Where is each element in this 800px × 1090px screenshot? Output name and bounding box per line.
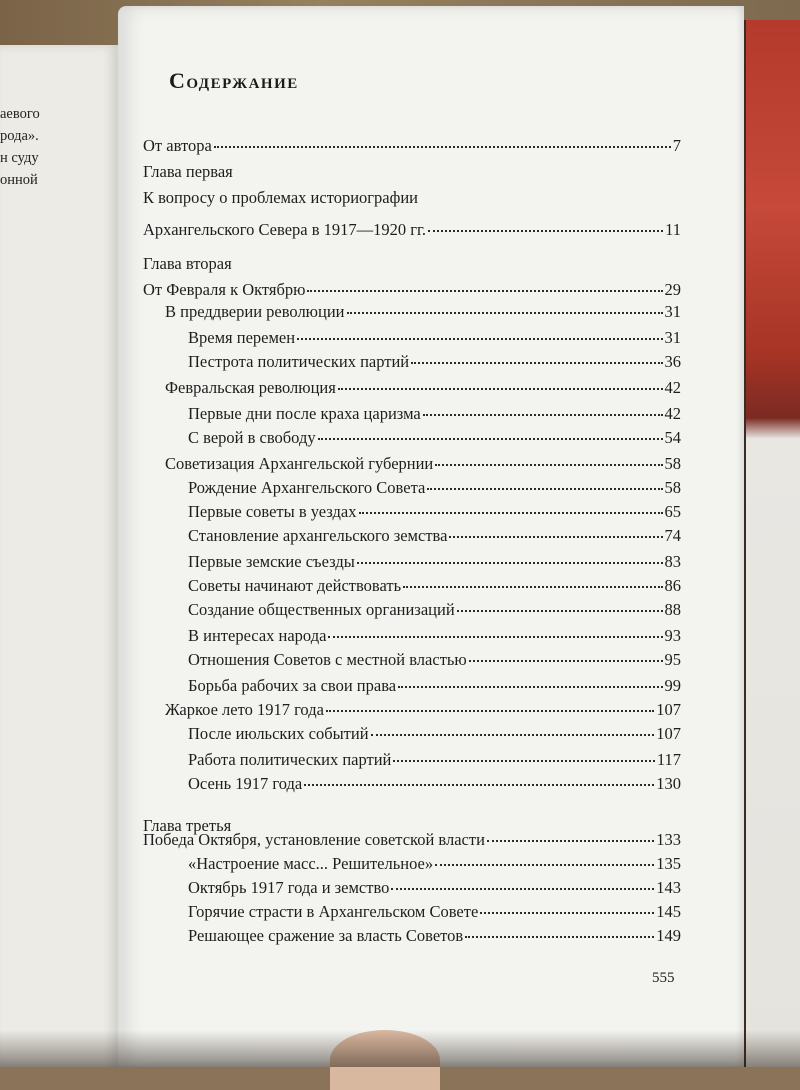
toc-entry xyxy=(188,576,681,598)
toc-leader-dots xyxy=(480,911,654,914)
toc-entry-title: Отношения Советов с местной властью xyxy=(188,650,467,669)
toc-leader-dots xyxy=(371,733,655,736)
toc-entry-page: 86 xyxy=(664,576,681,595)
toc-leader-dots xyxy=(326,709,654,712)
chapter-label: Глава третья xyxy=(143,816,232,835)
toc-entry xyxy=(188,676,681,698)
toc-entry-title: Октябрь 1917 года и земство xyxy=(188,878,390,897)
left-page-line: аевого xyxy=(0,106,40,122)
toc-entry-page: 95 xyxy=(664,650,681,669)
toc-entry-page: 107 xyxy=(656,724,681,743)
toc-leader-dots xyxy=(435,863,654,866)
toc-leader-dots xyxy=(338,387,663,390)
toc-entry-title: Осень 1917 года xyxy=(188,774,303,793)
toc-entry-page: 58 xyxy=(664,478,681,497)
toc-entry xyxy=(165,454,681,476)
toc-leader-dots xyxy=(304,783,654,786)
toc-entry xyxy=(188,774,681,796)
toc-entry xyxy=(143,136,681,158)
left-page-line: онной xyxy=(0,172,38,188)
toc-entry-title: Рождение Архангельского Совета xyxy=(188,478,426,497)
toc-entry-title: Советизация Архангельской губернии xyxy=(165,454,434,473)
toc-entry-page: 133 xyxy=(656,830,681,849)
toc-entry-title: Первые земские съезды xyxy=(188,552,355,571)
toc-entry xyxy=(188,552,681,574)
toc-entry-title: Время перемен xyxy=(188,328,296,347)
left-page-line: н суду xyxy=(0,150,39,166)
toc-entry-title: Жаркое лето 1917 года xyxy=(165,700,324,719)
toc-entry-title: После июльских событий xyxy=(188,724,369,743)
toc-entry-page: 93 xyxy=(664,626,681,645)
toc-entry-title: В преддверии революции xyxy=(165,302,345,321)
toc-entry-title: Пестрота политических партий xyxy=(188,352,410,371)
toc-entry-page: 117 xyxy=(656,750,681,769)
toc-entry xyxy=(188,750,681,772)
toc-entry-title: Первые советы в уездах xyxy=(188,502,357,521)
toc-entry xyxy=(188,502,681,524)
toc-leader-dots xyxy=(398,685,662,688)
toc-entry-title: Первые дни после краха царизма xyxy=(188,404,421,423)
toc-entry xyxy=(143,830,681,852)
toc-entry-page: 31 xyxy=(664,302,681,321)
toc-entry xyxy=(188,478,681,500)
toc-leader-dots xyxy=(347,311,663,314)
toc-entry-page: 130 xyxy=(656,774,681,793)
toc-entry-title: Становление архангельского земства xyxy=(188,526,448,545)
toc-entry-page: 54 xyxy=(664,428,681,447)
toc-leader-dots xyxy=(214,145,671,148)
toc-entry xyxy=(188,352,681,374)
toc-entry-title: Борьба рабочих за свои права xyxy=(188,676,397,695)
toc-entry-title: «Настроение масс... Решительное» xyxy=(188,854,434,873)
toc-entry-title: Архангельского Севера в 1917—1920 гг. xyxy=(143,220,427,239)
toc-entry xyxy=(165,700,681,722)
toc-entry xyxy=(165,302,681,324)
toc-entry-page: 88 xyxy=(664,600,681,619)
toc-entry-title: От Февраля к Октябрю xyxy=(143,280,306,299)
toc-entry-title: Советы начинают действовать xyxy=(188,576,402,595)
toc-entry-title: Горячие страсти в Архангельском Совете xyxy=(188,902,479,921)
toc-leader-dots xyxy=(403,585,662,588)
chapter-label: Глава вторая xyxy=(143,254,232,273)
toc-entry-title: Решающее сражение за власть Советов xyxy=(188,926,464,945)
left-page-line: рода». xyxy=(0,128,39,144)
toc-entry xyxy=(188,854,681,876)
toc-entry-page: 143 xyxy=(656,878,681,897)
chapter-label: Глава первая xyxy=(143,162,233,181)
toc-entry-page: 42 xyxy=(664,378,681,397)
toc-entry xyxy=(188,926,681,948)
toc-entry xyxy=(188,404,681,426)
toc-entry-page: 58 xyxy=(664,454,681,473)
toc-entry-title: От автора xyxy=(143,136,212,155)
toc-leader-dots xyxy=(357,561,663,564)
toc-leader-dots xyxy=(469,659,663,662)
toc-leader-dots xyxy=(449,535,662,538)
toc-leader-dots xyxy=(427,487,662,490)
toc-entry-page: 31 xyxy=(664,328,681,347)
toc-leader-dots xyxy=(307,289,662,292)
chapter-title: К вопросу о проблемах историографии xyxy=(143,188,418,207)
toc-entry xyxy=(188,724,681,746)
toc-entry-title: В интересах народа xyxy=(188,626,327,645)
toc-leader-dots xyxy=(487,839,654,842)
toc-entry xyxy=(188,600,681,622)
toc-entry-title: Февральская революция xyxy=(165,378,336,397)
toc-entry-page: 145 xyxy=(656,902,681,921)
toc-entry-title: Создание общественных организаций xyxy=(188,600,455,619)
page-number: 555 xyxy=(652,970,675,986)
toc-leader-dots xyxy=(391,887,654,890)
toc-entry-page: 74 xyxy=(664,526,681,545)
toc-leader-dots xyxy=(359,511,663,514)
toc-leader-dots xyxy=(423,413,663,416)
toc-entry-page: 135 xyxy=(656,854,681,873)
toc-leader-dots xyxy=(297,337,662,340)
toc-leader-dots xyxy=(393,759,654,762)
toc-leader-dots xyxy=(411,361,662,364)
toc-leader-dots xyxy=(328,635,662,638)
toc-entry-title: С верой в свободу xyxy=(188,428,316,447)
toc-entry xyxy=(143,280,681,302)
toc-leader-dots xyxy=(318,437,663,440)
toc-entry-title: Победа Октября, установление советской власти xyxy=(143,830,485,849)
toc-entry-page: 42 xyxy=(664,404,681,423)
toc-entry xyxy=(165,378,681,400)
toc-leader-dots xyxy=(435,463,662,466)
page-title: Содержание xyxy=(169,68,299,93)
toc-entry-page: 36 xyxy=(664,352,681,371)
bottom-shadow xyxy=(0,1030,800,1067)
toc-entry-page: 65 xyxy=(664,502,681,521)
toc-entry xyxy=(188,328,681,350)
toc-entry-page: 149 xyxy=(656,926,681,945)
toc-entry-page: 7 xyxy=(672,136,681,155)
toc-entry-page: 29 xyxy=(664,280,681,299)
toc-entry-title: Работа политических партий xyxy=(188,750,392,769)
toc-leader-dots xyxy=(465,935,654,938)
toc-entry xyxy=(188,650,681,672)
toc-entry xyxy=(188,526,681,548)
toc-entry-page: 99 xyxy=(664,676,681,695)
toc-leader-dots xyxy=(457,609,663,612)
toc-entry xyxy=(143,220,681,242)
toc-leader-dots xyxy=(428,229,663,232)
toc-entry-page: 11 xyxy=(665,220,681,239)
toc-entry-page: 107 xyxy=(656,700,681,719)
toc-entry xyxy=(188,626,681,648)
toc-entry xyxy=(188,428,681,450)
toc-entry xyxy=(188,902,681,924)
toc-entry-page: 83 xyxy=(664,552,681,571)
toc-entry xyxy=(188,878,681,900)
